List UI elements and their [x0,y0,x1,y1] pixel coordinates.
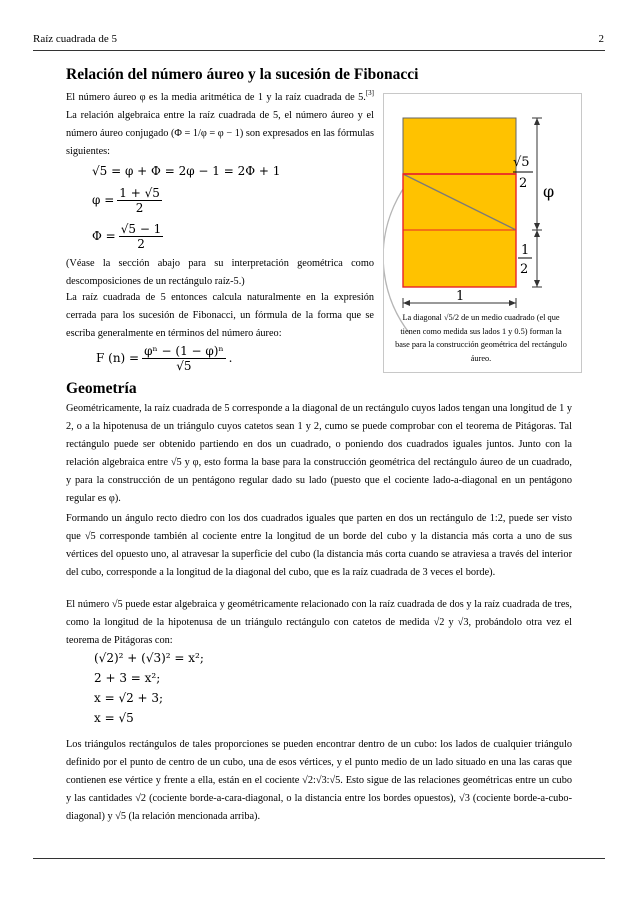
label-phi: φ [543,182,555,201]
label-sqrt5: √5 [513,155,530,170]
running-header-title: Raíz cuadrada de 5 [33,33,117,45]
paragraph-golden-ratio: El número áureo φ es la media aritmética de 1 y la raíz cuadrada de 5.[3] La relación algebraica entre la raíz cuadrada de 5, el número áureo y el número áureo conjugado (Φ = 1/φ = φ − 1) son expresados en las fórmulas siguientes: [66,89,374,157]
section-heading-geometria: Geometría [66,380,137,397]
label-one-bottom: 1 [456,289,465,304]
footer-divider [33,858,605,859]
header-divider [33,50,605,51]
paragraph-geometry-3: El número √5 puede estar algebraica y geométricamente relacionado con la raíz cuadrada de dos y la raíz cuadrada de tres, como la longitud de la hipotenusa de un triángulo rectángulo con catetos de medida √2 y √3, probándolo otra vez el teorema de Pitágoras con: [66,599,572,646]
equation-line-1: (√2)² + (√3)² = x²; [94,651,204,665]
label-two-top: 2 [519,176,528,191]
section-heading-fibonacci: Relación del número áureo y la sucesión de Fibonacci [66,66,419,83]
paragraph-geometry-4: Los triángulos rectángulos de tales proporciones se pueden encontrar dentro de un cubo: los lados de cualquier triángulo definido por el punto de centro de un cubo, una de esos vértices, y el punto medio de un lado situado en una las caras que contienen ese vértice y frente a ella, están en el cociente √2:√3:√5. Esto sigue de las relaciones geométricas entre un cubo y las cantidades √2 (cociente borde-a-cara-diagonal, o la distancia entre los bordes opuestos), √3 (cociente borde-a-cubo-diagonal) y √5 (la relación mencionada arriba). [66,739,572,822]
lower-rectangle [403,230,516,287]
paragraph-geometry-1: Geométricamente, la raíz cuadrada de 5 corresponde a la diagonal de un rectángulo cuyos lados tengan una longitud de 1 y 2, o a la hipotenusa de un triángulo cuyos catetos sean 1 y 2, cumo se puede comprobar con el teorema de Pitágoras. Tal rectángulo puede ser obtenido partiendo en dos un cuadrado, o poniendo dos cuadrados iguales juntos. Junto con la relación algebraica entre √5 y φ, esto forma la base para la construcción geométrica del rectángulo áureo de un cuadrado, y para la construcción de un pentágono regular dado su lado (puesto que el cociente lado-a-diagonal en un pentágono regular es φ). [66,403,572,504]
label-half-num: 1 [521,243,530,258]
upper-rectangle [403,118,516,174]
equation-block-pythagoras [94,648,204,728]
page-number: 2 [598,33,604,45]
equation-line-2: 2 + 3 = x²; [94,671,161,685]
paragraph-geometry-2: Formando un ángulo recto diedro con los dos cuadrados iguales que parten en dos un rectángulo de 1:2, puede ser visto que √5 corresponde también al cociente entre la longitud de un borde del cubo y la distancia más corta a uno de sus vértices del opuesto uno, al atravesar la superficie del cubo (la distancia más corta cuando se atraviesa a través del interior del cubo, corresponde a la longitud de la diagonal del cubo, que es la raíz cuadrada de 3 veces el borde). [66,513,572,578]
equation-line-4: x = √5 [94,711,134,725]
reference-link[interactable]: [3] [365,89,374,97]
equation-block-1 [92,160,280,254]
figure-caption: La diagonal √5/2 de un medio cuadrado (el que tienen como medida sus lados 1 y 0.5) forman la base para la construcción geométrica del rectángulo áureo. [395,313,567,363]
paragraph-fibonacci: La raíz cuadrada de 5 entonces calcula naturalmente en la expresión cerrada para los sucesión de Fibonacci, un fórmula de la forma que se escriba generalmente en términos del número áureo: [66,292,374,339]
equation-big-phi: Φ = $\frac{√5 - 1}{2}$ [92,221,162,251]
equation-fibonacci: F (n) = $\frac{\text{φⁿ − (1 − φ)ⁿ}}{√5}$ . [96,343,233,373]
equation-phi: φ = $\frac{1 + √5}{2}$ [92,185,160,215]
equation-line-3: x = √2 + 3; [94,691,164,705]
label-half-den: 2 [520,262,529,277]
paragraph-see-below: (Véase la sección abajo para su interpretación geométrica como descomposiciones de un rectángulo raíz-5.) [66,258,374,287]
equation-sqrt5: √5 = φ + Φ = 2φ − 1 = 2Φ + 1 [92,164,281,178]
